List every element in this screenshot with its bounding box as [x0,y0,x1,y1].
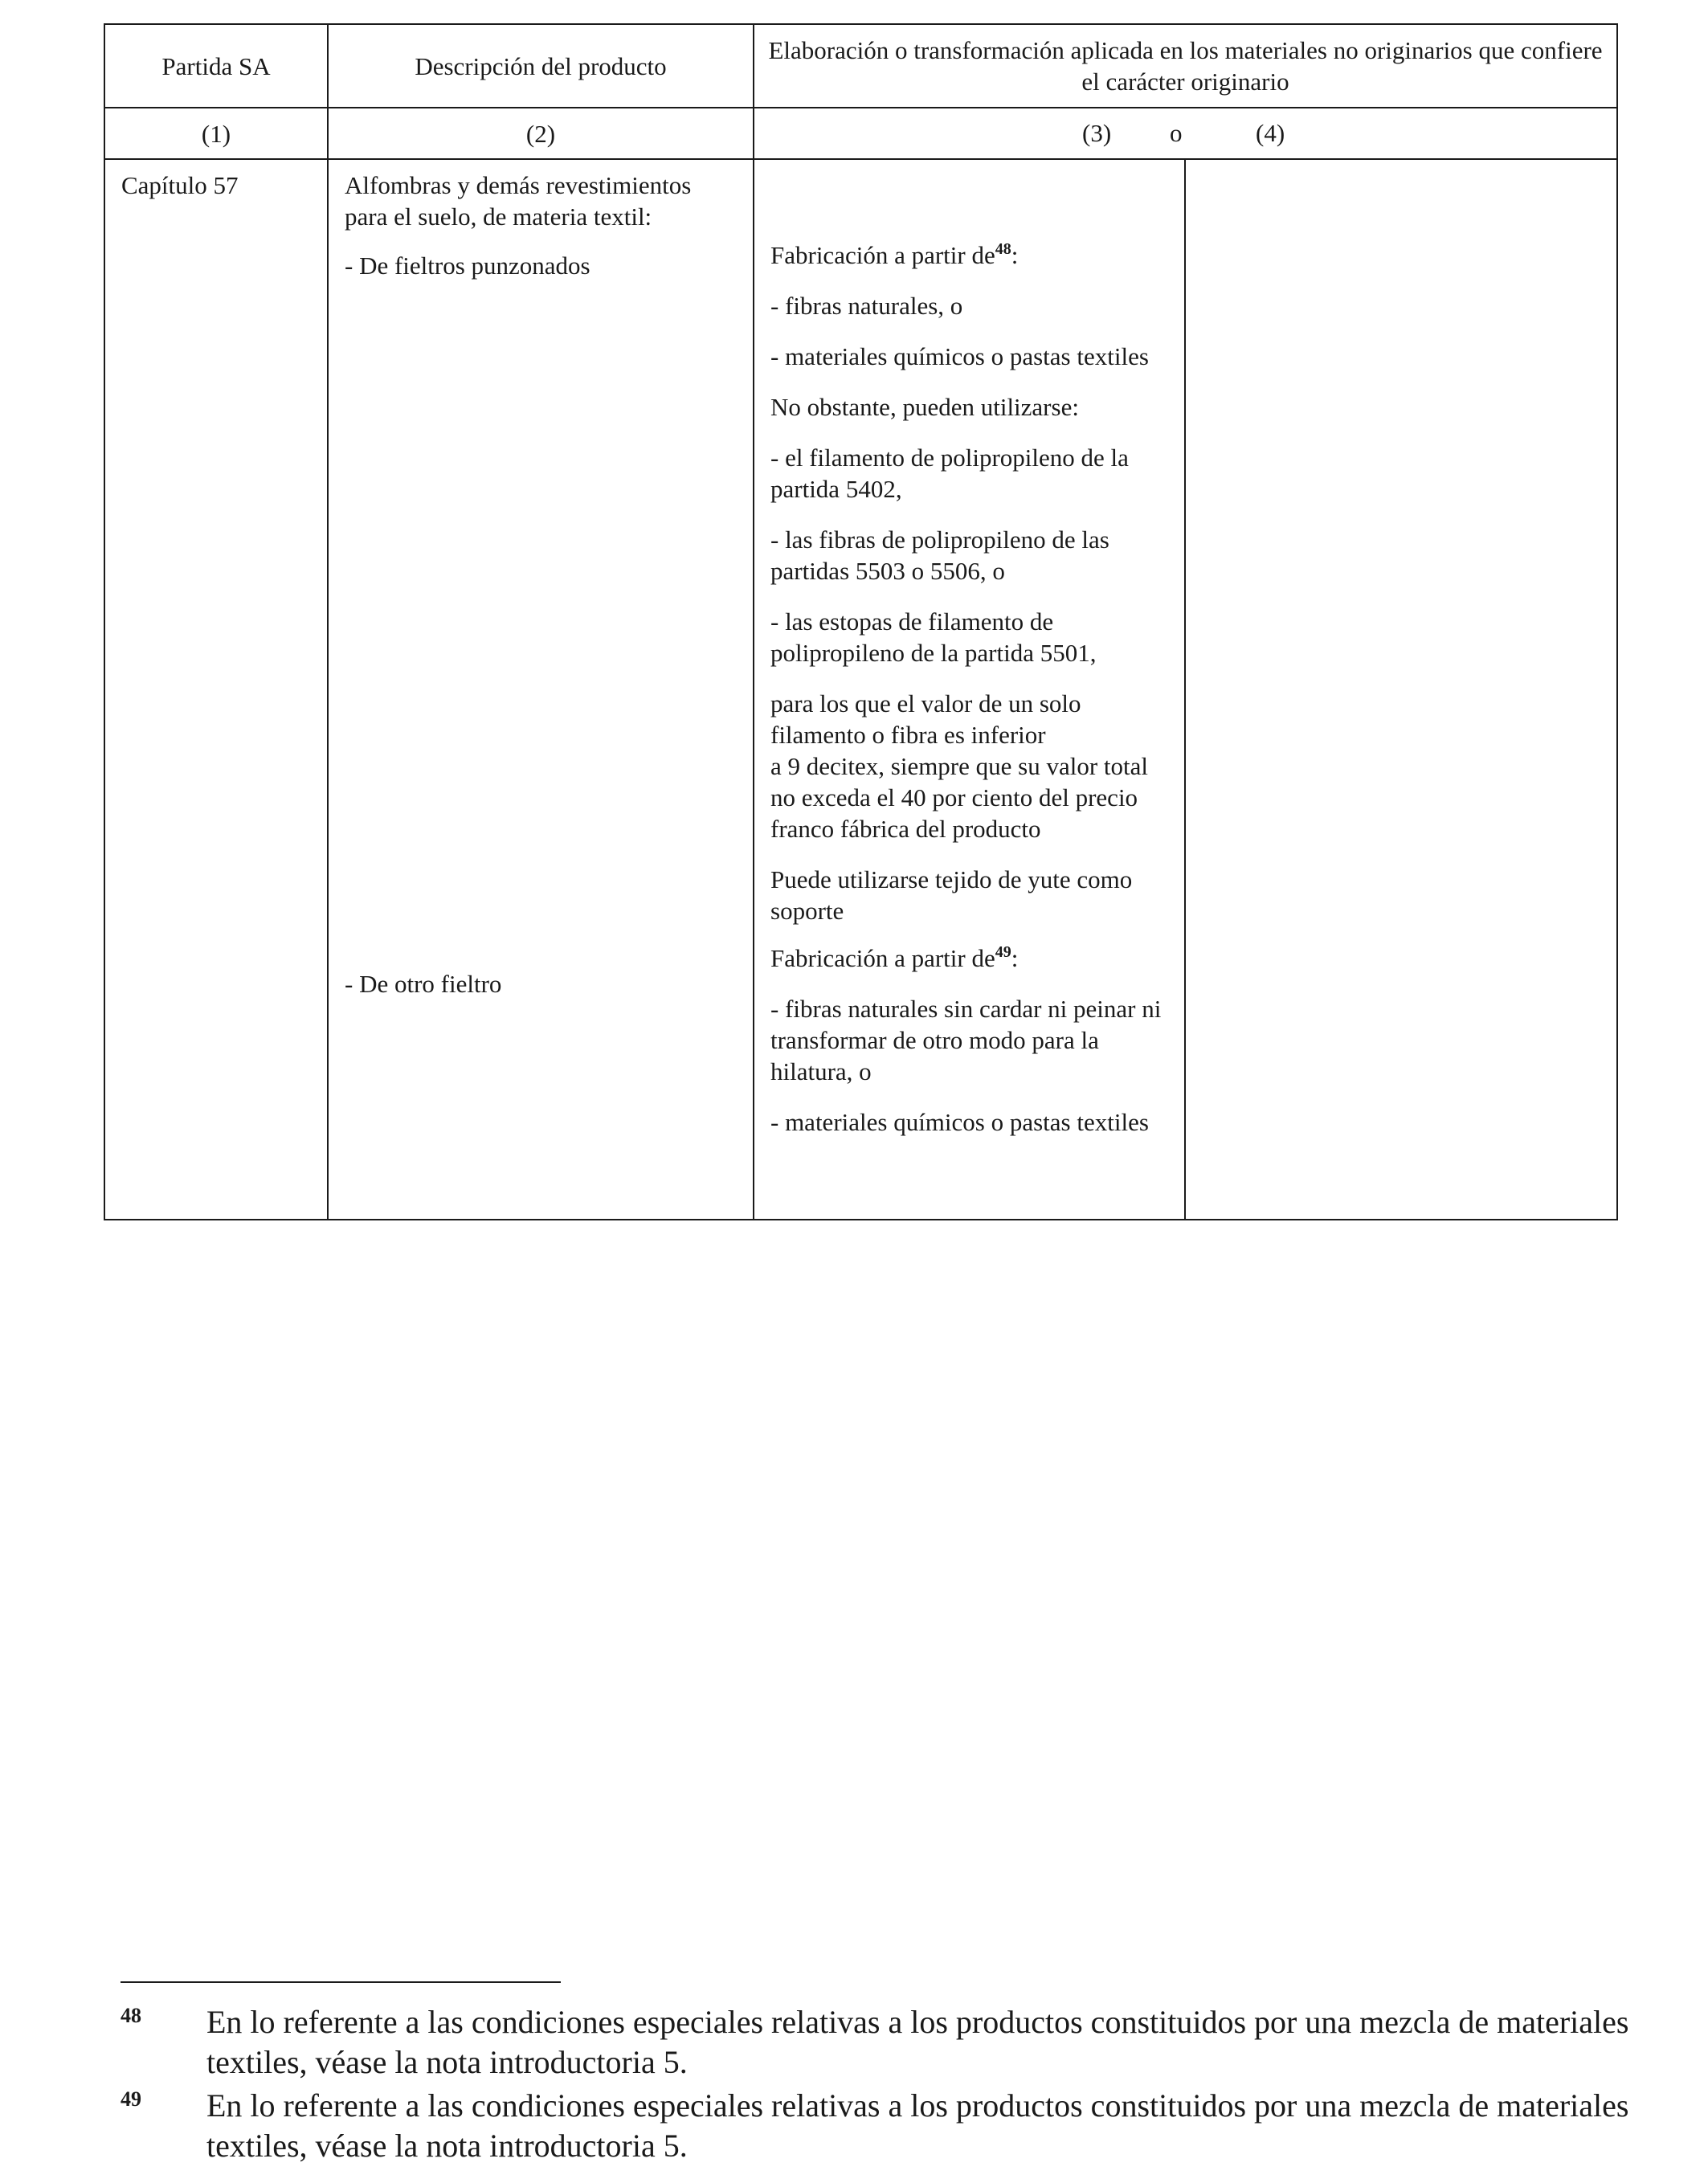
rule-cell-4 [1185,159,1617,1220]
footnote-ref-49: 49 [995,943,1011,961]
partida-cell [104,159,328,1220]
footnote-text: En lo referente a las condiciones especiales relativas a los productos constituidos por una mezcla de materiales textiles, véase la nota introductoria 5. [206,2004,1629,2080]
footnote-separator [121,1981,561,1983]
rule-line: para los que el valor de un solo filamento o fibra es inferior [770,689,1081,749]
rule-lead-1: Fabricación a partir de$^{48}$: [770,240,1019,269]
partida-value: Capítulo 57 [121,171,239,199]
column-number-1: (1) [104,108,328,159]
rule-line: - las estopas de filamento de polipropileno de la partida 5501, [770,607,1097,667]
rules-table [104,23,1618,1220]
rule-line: - el filamento de polipropileno de la partida 5402, [770,444,1129,503]
rule-line: Puede utilizarse tejido de yute como soporte [770,865,1133,925]
header-elaboracion: Elaboración o transformación aplicada en los materiales no originarios que confiere el carácter originario [754,24,1617,108]
column-number-or: o [1170,119,1183,147]
column-number-3: (3) [1082,119,1112,147]
rule-line: a 9 decitex, siempre que su valor total no exceda el 40 por ciento del precio franco fábrica del producto [770,752,1149,843]
description-item-1: - De fieltros punzonados [345,251,590,280]
footnote-number: 49 [121,2087,141,2111]
column-number-2: (2) [328,108,754,159]
footnote-number: 48 [121,2004,141,2027]
rule-line: - las fibras de polipropileno de las partidas 5503 o 5506, o [770,525,1109,585]
rule-line: - fibras naturales sin cardar ni peinar ni transformar de otro modo para la hilatura, o [770,995,1162,1085]
column-number-3-4 [754,108,1617,159]
description-intro: Alfombras y demás revestimientos para el suelo, de materia textil: [345,171,692,231]
table-row [104,159,1617,1220]
rule-cell-3 [754,159,1185,1220]
rule-line: - materiales químicos o pastas textiles [770,342,1149,370]
description-item-2: - De otro fieltro [345,970,502,998]
rule-line: - materiales químicos o pastas textiles [770,1108,1149,1136]
rule-lead-2: Fabricación a partir de$^{49}$: [770,943,1019,972]
rule-line: No obstante, pueden utilizarse: [770,393,1079,421]
footnote-ref-48: 48 [995,240,1011,258]
column-number-4: (4) [1256,119,1285,147]
header-partida: Partida SA [104,24,328,108]
header-row [104,24,1617,108]
description-cell [328,159,754,1220]
column-number-row [104,108,1617,159]
header-descripcion: Descripción del producto [328,24,754,108]
footnote-text: En lo referente a las condiciones especiales relativas a los productos constituidos por una mezcla de materiales textiles, véase la nota introductoria 5. [206,2087,1629,2164]
rule-line: - fibras naturales, o [770,292,963,320]
